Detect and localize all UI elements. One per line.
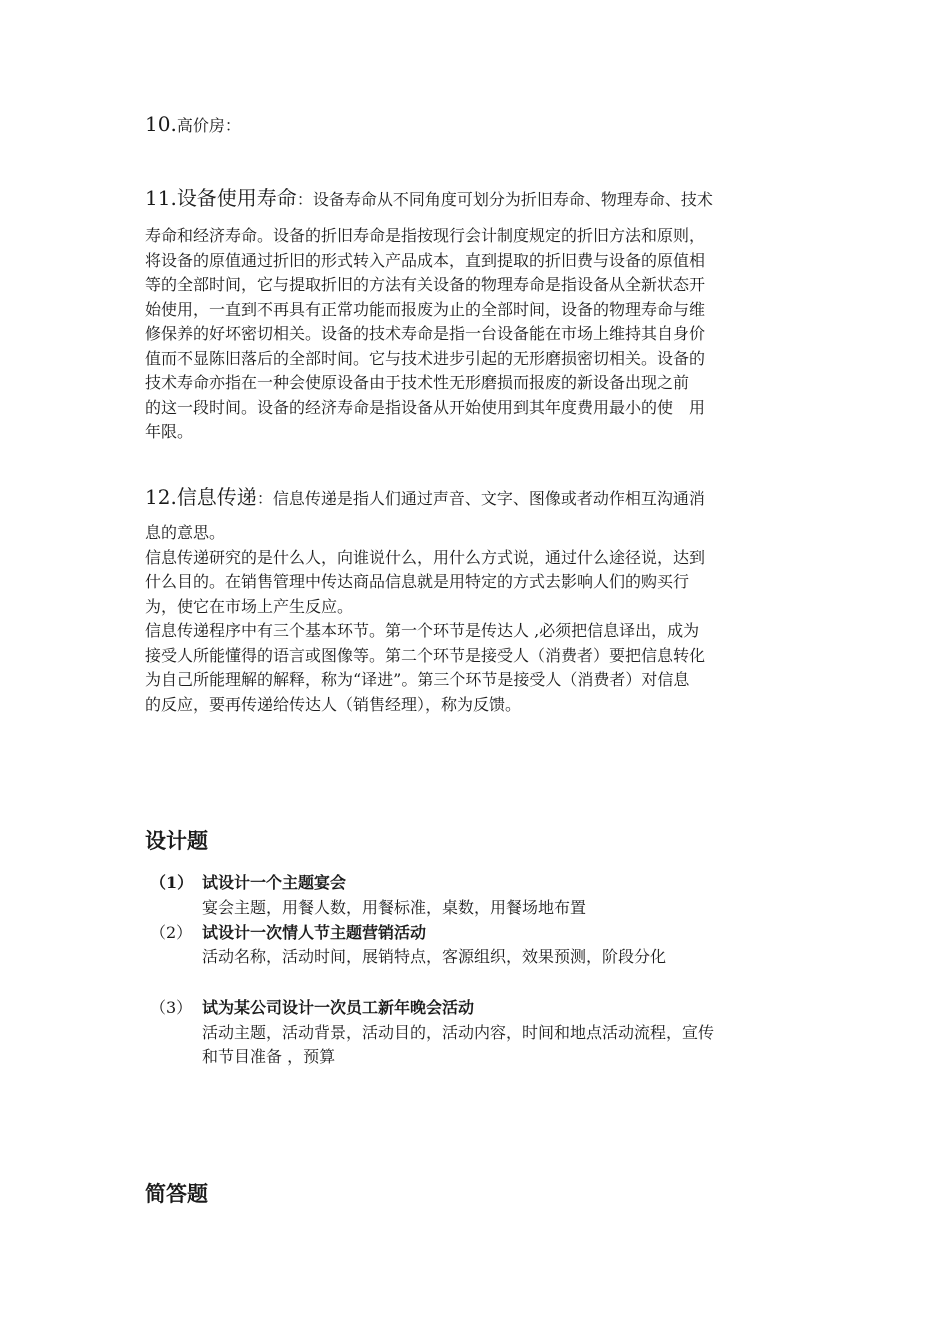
term-10-colon: ： [224,116,241,135]
question-2-title: 试设计一次情人节主题营销活动 [202,923,427,942]
question-3-desc [202,1021,814,1069]
term-12-colon: ： [256,489,273,508]
term-10-heading [145,111,241,139]
question-2-number: （2） [150,923,193,942]
term-11-line: 技术寿命亦指在一种会使原设备由于技术性无形磨损而报废的新设备出现之前 [145,373,690,392]
term-11-number: 11. [145,186,177,210]
term-11-title: 设备使用寿命 [176,186,297,210]
term-12-line: 信息传递研究的是什么人，向谁说什么，用什么方式说，通过什么途径说，达到 [145,547,706,567]
question-1-desc [202,896,814,920]
short-answer-section-heading: 简答题 [145,1182,208,1206]
question-3-desc-line: 活动主题，活动背景，活动目的，活动内容，时间和地点活动流程，宣传 [202,1023,715,1042]
term-11-line: 等的全部时间，它与提取折旧的方法有关设备的物理寿命是指设备从全新状态开 [145,275,706,294]
term-11-line: 始使用，一直到不再具有正常功能而报废为止的全部时间，设备的物理寿命与维 [145,299,706,319]
term-11-line: 年限。 [145,422,194,441]
term-12-title: 信息传递 [176,485,257,509]
term-11-line: 寿命和经济寿命。设备的折旧寿命是指按现行会计制度规定的折旧方法和原则， [145,226,706,245]
term-12-line: 什么目的。在销售管理中传达商品信息就是用特定的方式去影响人们的购买行 [145,572,690,591]
term-12-number: 12. [145,485,177,509]
design-section-heading: 设计题 [145,829,208,853]
term-12-lead: 信息传递是指人们通过声音、文字、图像或者动作相互沟通消 [272,489,705,508]
term-12-line: 为，使它在市场上产生反应。 [145,596,354,616]
question-1-title: 试设计一个主题宴会 [202,873,347,892]
term-12-line: 息的意思。 [145,523,226,542]
term-12-line: 信息传递程序中有三个基本环节。第一个环节是传达人 ,必须把信息译出，成为 [145,621,700,640]
term-11-heading [145,185,713,213]
term-10-title: 高价房 [176,116,225,135]
term-12-heading [145,484,705,512]
question-2-desc-line: 活动名称，活动时间，展销特点，客源组织，效果预测，阶段分化 [202,947,667,966]
term-11-line: 值而不显陈旧落后的全部时间。它与技术进步引起的无形磨损密切相关。设备的 [145,348,706,368]
term-12-body [145,521,807,717]
term-11-line: 的这一段时间。设备的经济寿命是指设备从开始使用到其年度费用最小的使 用 [145,397,706,417]
term-11-colon: ： [296,190,313,209]
question-3-desc-line: 和节目准备 ，预算 [202,1047,336,1066]
term-10-number: 10. [145,112,177,136]
question-2-desc [202,945,814,969]
term-11-line: 将设备的原值通过折旧的形式转入产品成本，直到提取的折旧费与设备的原值相 [145,250,706,270]
term-11-line: 修保养的好坏密切相关。设备的技术寿命是指一台设备能在市场上维持其自身价 [145,324,706,343]
question-1-desc-line: 宴会主题，用餐人数，用餐标准，桌数，用餐场地布置 [202,898,587,917]
term-12-line: 的反应，要再传递给传达人（销售经理），称为反馈。 [145,694,522,714]
question-1-number: （1） [150,873,194,892]
question-3-number: （3） [150,998,193,1017]
question-3-title: 试为某公司设计一次员工新年晚会活动 [202,998,475,1017]
term-11-body [145,224,807,445]
term-11-lead: 设备寿命从不同角度可划分为折旧寿命、物理寿命、技术 [312,190,713,209]
term-12-line: 接受人所能懂得的语言或图像等。第二个环节是接受人（消费者）要把信息转化 [145,645,706,665]
term-12-line: 为自己所能理解的解释，称为“译进”。第三个环节是接受人（消费者）对信息 [145,670,690,689]
